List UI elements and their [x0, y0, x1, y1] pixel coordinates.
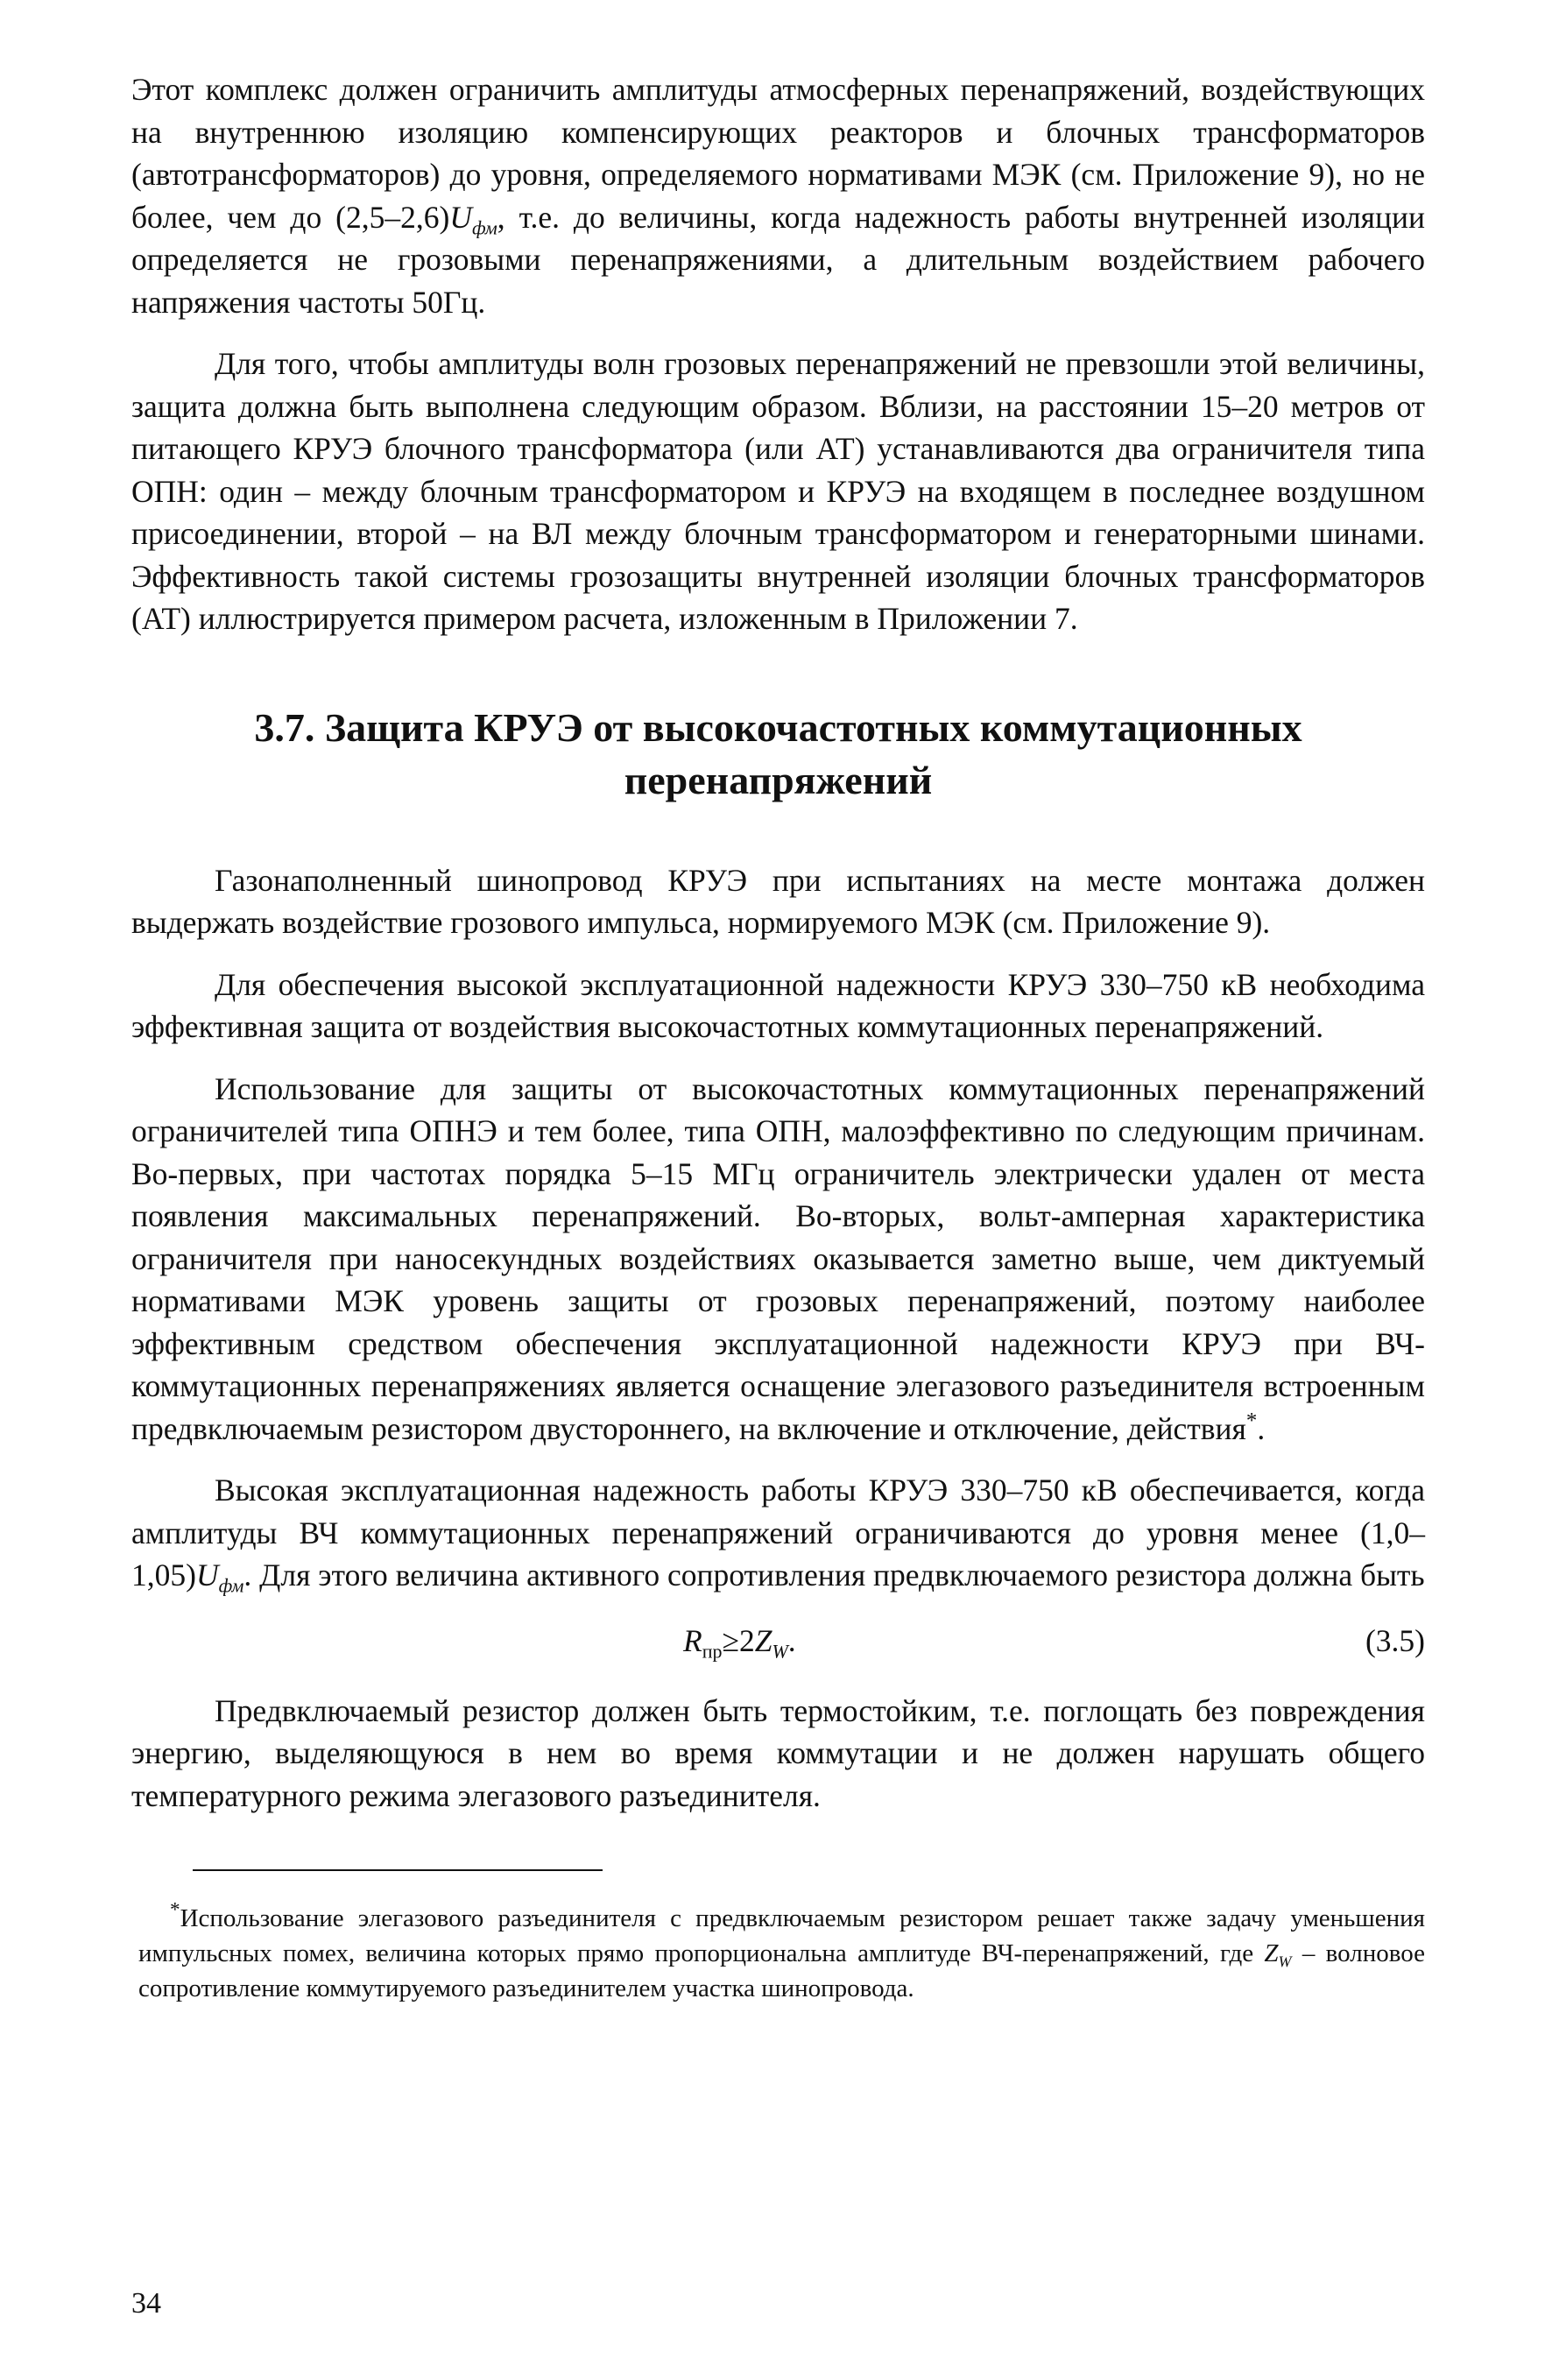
page-number: 34 — [131, 2287, 161, 2320]
formula-3-5 — [131, 1614, 1425, 1667]
subscript-fm: фм — [218, 1574, 244, 1597]
var-u: U — [449, 199, 472, 235]
section-heading — [131, 702, 1425, 807]
paragraph-5: Использование для защиты от высокочастотных коммутационных перенапряжений ограничителей типа ОПНЭ и тем более, типа ОПН, малоэффективно по следующим причинам. Во-первых, при частотах порядка 5–15 МГц ограничитель электрически удален от места появления максимальных перенапряжений. Во-вторых, вольт-амперная характеристика ограничителя при наносекундных воздействиях оказывается заметно выше, чем диктуемый нормативами МЭК уровень защиты от грозовых перенапряжений, поэтому наиболее эффективным средством обеспечения эксплуатационной надежности КРУЭ при ВЧ-коммутационных перенапряжениях является оснащение элегазового разъединителя встроенным предвключаемым резистором двустороннего, на включение и отключение, действия*. — [131, 1070, 1425, 1446]
paragraph-4: Для обеспечения высокой эксплуатационной надежности КРУЭ 330–750 кВ необходима эффективная защита от воздействия высокочастотных коммутационных перенапряжений. — [131, 966, 1425, 1044]
paragraph-2: Для того, чтобы амплитуды волн грозовых перенапряжений не превзошли этой величины, защита должна быть выполнена следующим образом. Вблизи, на расстоянии 15–20 метров от питающего КРУЭ блочного трансформатора (или АТ) устанавливаются два ограничителя типа ОПН: один – между блочным трансформатором и КРУЭ на входящем в последнее воздушном присоединении, второй – на ВЛ между блочным трансформатором и генераторными шинами. Эффективность такой системы грозозащиты внутренней изоляции блочных трансформаторов (АТ) иллюстрируется примером расчета, изложенным в Приложении 7. — [131, 346, 1425, 636]
subscript-fm: фм — [471, 216, 497, 239]
paragraph-6: Высокая эксплуатационная надежность работы КРУЭ 330–750 кВ обеспечивается, когда амплитуды ВЧ коммутационных перенапряжений ограничиваются до уровня менее $(1,0-1,05)U_{фм}$. Для этого величина активного сопротивления предвключаемого резистора должна быть — [131, 1472, 1425, 1597]
paragraph-7: Предвключаемый резистор должен быть термостойким, т.е. поглощать без повреждения энергию, выделяющуюся в нем во время коммутации и не должен нарушать общего температурного режима элегазового разъединителя. — [131, 1692, 1425, 1813]
heading-line-2: перенапряжений — [624, 757, 933, 802]
heading-line-1: 3.7. Защита КРУЭ от высокочастотных коммутационных — [254, 704, 1302, 750]
footnote-ref: * — [1245, 1408, 1258, 1432]
paragraph-1: Этот комплекс должен ограничить амплитуды атмосферных перенапряжений, воздействующих на внутреннюю изоляцию компенсирующих реакторов и блочных трансформаторов (автотрансформаторов) до уровня, определяемого нормативами МЭК (см. Приложение 9), но не более, чем до $(2,5-2,6)U_{фм}$, т.е. до величины, когда надежность работы внутренней изоляции определяется не грозовыми перенапряжениями, а длительным воздействием рабочего напряжения частоты 50Гц. — [131, 72, 1426, 320]
footnote-mark: * — [170, 1898, 180, 1922]
footnote-divider — [193, 1869, 603, 1871]
formula-expression: $R_{пр}\ge 2Z_W$. — [683, 1622, 796, 1663]
formula-number: (3.5) — [1365, 1622, 1425, 1658]
var-u: U — [195, 1557, 219, 1593]
paragraph-3: Газонаполненный шинопровод КРУЭ при испытаниях на месте монтажа должен выдержать воздействие грозового импульса, нормируемого МЭК (см. Приложение 9). — [131, 862, 1425, 940]
footnote: *Использование элегазового разъединителя с предвключаемым резистором решает также задачу уменьшения импульсных помех, величина которых прямо пропорциональна амплитуде ВЧ-перенапряжений, где $Z_W$ – волновое сопротивление коммутируемого разъединителем участка шинопровода. — [138, 1898, 1425, 2002]
